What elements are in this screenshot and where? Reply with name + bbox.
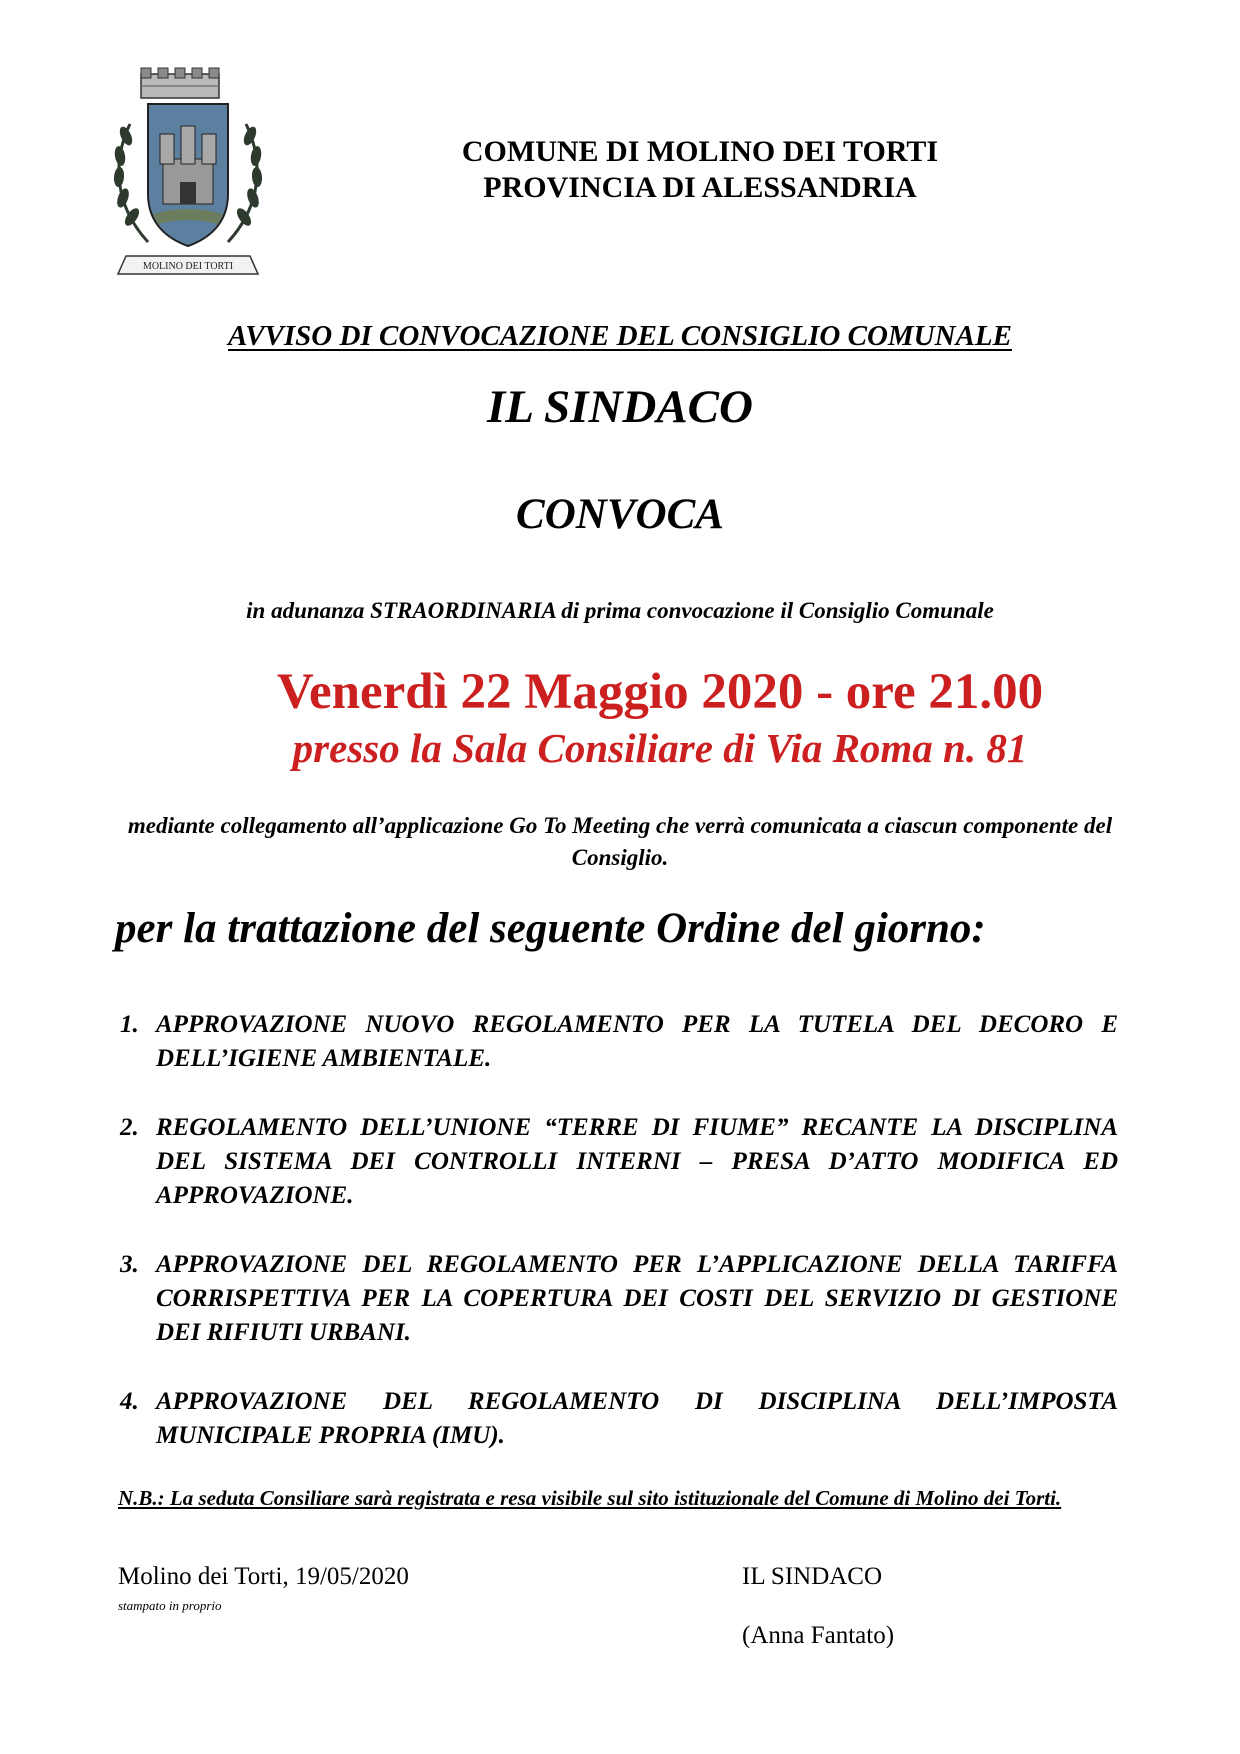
agenda-item xyxy=(120,1385,1118,1453)
agenda-item xyxy=(120,1111,1118,1213)
province-name: PROVINCIA DI ALESSANDRIA xyxy=(483,171,917,204)
municipality-name: COMUNE DI MOLINO DEI TORTI xyxy=(461,135,939,168)
agenda-item-number: 1. xyxy=(120,1011,139,1038)
agenda-heading: per la trattazione del seguente Ordine del giorno: xyxy=(115,905,986,952)
signer-title: IL SINDACO xyxy=(742,1563,883,1590)
coat-of-arms-logo xyxy=(108,64,268,286)
agenda-item-text: APPROVAZIONE DEL REGOLAMENTO PER L’APPLICAZIONE DELLA TARIFFA CORRISPETTIVA PER LA COPERTURA DEI COSTI DEL SERVIZIO DI GESTIONE DEI RIFIUTI URBANI. xyxy=(156,1251,1118,1346)
agenda-item-text: APPROVAZIONE DEL REGOLAMENTO DI DISCIPLINA DELL’IMPOSTA MUNICIPALE PROPRIA (IMU). xyxy=(156,1388,1118,1449)
agenda-item-number: 2. xyxy=(120,1114,139,1141)
mayor-heading: IL SINDACO xyxy=(487,381,753,433)
crown-icon xyxy=(141,68,219,98)
agenda-item-number: 3. xyxy=(120,1251,139,1278)
remote-connection-note: mediante collegamento all’applicazione Go To Meeting che verrà comunicata a ciascun componente del Consiglio. xyxy=(127,813,1113,870)
convoca-heading: CONVOCA xyxy=(516,491,724,538)
meeting-date: Venerdì 22 Maggio 2020 - ore 21.00 xyxy=(276,664,1044,720)
agenda-item xyxy=(120,1008,1118,1076)
printed-note: stampato in proprio xyxy=(118,1598,222,1613)
agenda-item-text: APPROVAZIONE NUOVO REGOLAMENTO PER LA TUTELA DEL DECORO E DELL’IGIENE AMBIENTALE. xyxy=(156,1011,1118,1072)
place-and-date: Molino dei Torti, 19/05/2020 xyxy=(118,1563,409,1590)
svg-text:MOLINO DEI TORTI: MOLINO DEI TORTI xyxy=(142,261,234,272)
agenda-item-text: REGOLAMENTO DELL’UNIONE “TERRE DI FIUME” RECANTE LA DISCIPLINA DEL SISTEMA DEI CONTROLLI INTERNI – PRESA D’ATTO MODIFICA ED APPROVAZIONE. xyxy=(156,1114,1118,1209)
shield-icon xyxy=(148,104,228,246)
session-description: in adunanza STRAORDINARIA di prima convocazione il Consiglio Comunale xyxy=(246,598,994,623)
ribbon-icon xyxy=(118,256,258,274)
meeting-venue: presso la Sala Consiliare di Via Roma n. 81 xyxy=(292,725,1028,771)
agenda-item xyxy=(120,1248,1118,1350)
agenda-item-number: 4. xyxy=(120,1388,139,1415)
signer-name: (Anna Fantato) xyxy=(742,1622,895,1649)
agenda-list xyxy=(120,1008,1118,1488)
notice-title: AVVISO DI CONVOCAZIONE DEL CONSIGLIO COMUNALE xyxy=(228,320,1012,352)
municipality-header xyxy=(420,134,980,206)
nb-recording-note: N.B.: La seduta Consiliare sarà registrata e resa visibile sul sito istituzionale del Comune di Molino dei Torti. xyxy=(118,1486,1062,1510)
